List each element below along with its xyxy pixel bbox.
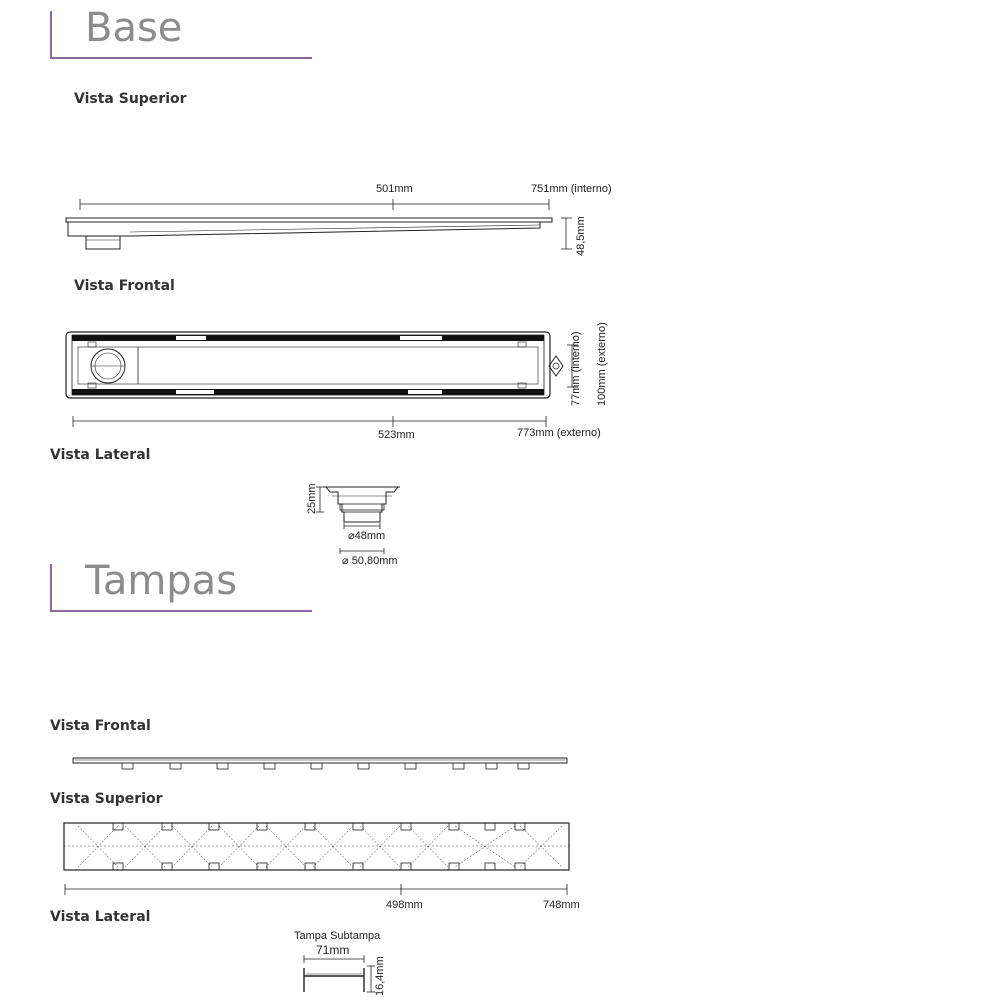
section-title-tampas: Tampas [85, 558, 238, 604]
dim-748: 748mm [543, 899, 580, 911]
label-tampa-subtampa: Tampa Subtampa [294, 930, 381, 942]
dim-16-4: 16,4mm [374, 956, 386, 996]
dim-100-externo: 100mm (externo) [596, 322, 608, 406]
label-base-vista-lateral: Vista Lateral [50, 447, 151, 463]
base-vista-frontal-drawing [66, 332, 578, 427]
label-tampas-vista-lateral: Vista Lateral [50, 909, 151, 925]
dim-77-interno: 77mm (interno) [570, 331, 582, 406]
dim-523: 523mm [378, 429, 415, 441]
dim-50-80-value: 50,80mm [351, 555, 398, 567]
base-vista-superior-drawing [66, 199, 572, 249]
dim-50-80-diameter [342, 554, 398, 567]
dim-751-interno: 751mm (interno) [531, 183, 612, 195]
tampas-vista-superior-drawing [64, 823, 569, 895]
diameter-symbol: ⌀ [342, 555, 349, 567]
label-base-vista-frontal: Vista Frontal [74, 278, 175, 294]
dim-25: 25mm [306, 483, 318, 514]
dim-498: 498mm [386, 899, 423, 911]
dim-48-diameter [348, 529, 385, 542]
dim-71: 71mm [316, 943, 350, 957]
label-base-vista-superior: Vista Superior [74, 91, 187, 107]
diameter-symbol: ⌀ [348, 530, 355, 542]
section-title-base: Base [85, 5, 183, 51]
label-tampas-vista-superior: Vista Superior [50, 791, 163, 807]
base-vista-lateral-drawing [316, 487, 400, 554]
dim-48-value: 48mm [354, 530, 386, 542]
dim-501: 501mm [376, 183, 413, 195]
tampas-vista-lateral-drawing [304, 955, 375, 992]
dim-773-externo: 773mm (externo) [517, 427, 601, 439]
tampas-vista-frontal-drawing [73, 758, 567, 769]
label-tampas-vista-frontal: Vista Frontal [50, 718, 151, 734]
dim-48-5: 48,5mm [575, 216, 587, 256]
